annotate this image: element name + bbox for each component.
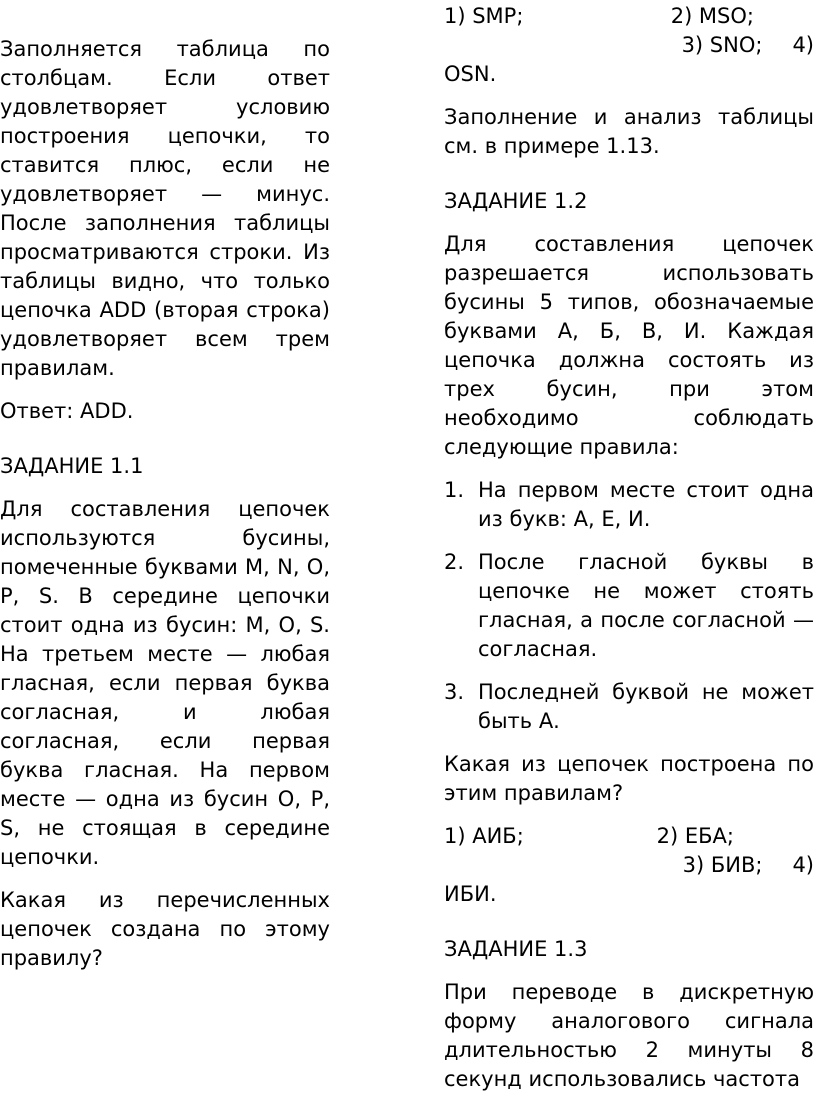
rule-number: 2. bbox=[444, 550, 465, 574]
task-1-1-options-row1 bbox=[444, 2, 814, 31]
task-1-1-title: ЗАДАНИЕ 1.1 bbox=[0, 454, 144, 478]
option-4-continued: ИБИ. bbox=[444, 882, 497, 906]
rule-number: 3. bbox=[444, 680, 465, 704]
option-2: 2) MSO; bbox=[670, 4, 754, 28]
rule-item bbox=[444, 678, 814, 736]
rule-number: 1. bbox=[444, 478, 465, 502]
option-4: 4) bbox=[792, 853, 814, 877]
rule-text: Последней буквой не может быть А. bbox=[478, 680, 814, 733]
reference-paragraph: Заполнение и анализ таблицы см. в примере 1.13. bbox=[444, 105, 814, 158]
task-1-3-body: При переводе в дискретную форму аналогового сигнала длительностью 2 минуты 8 секунд использовались частота bbox=[444, 980, 814, 1091]
rule-item bbox=[444, 548, 814, 664]
task-1-2-rules bbox=[444, 476, 814, 736]
left-column bbox=[0, 0, 330, 973]
answer-line: Ответ: ADD. bbox=[0, 399, 134, 423]
task-1-2-options-row2 bbox=[444, 851, 814, 880]
task-1-2-question: Какая из цепочек построена по этим правилам? bbox=[444, 752, 814, 805]
intro-paragraph: Заполняется таблица по столбцам. Если ответ удовлетворяет условию построения цепочки, то ставится плюс, если не удовлетворяет — минус. После заполнения таблицы просматриваются строки. Из таблицы видно, что только цепочка ADD (вторая строка) удовлетворяет всем трем правилам. bbox=[0, 37, 330, 380]
rule-item bbox=[444, 476, 814, 534]
task-1-1-options-row2 bbox=[444, 31, 814, 60]
option-3: 3) SNO; bbox=[681, 33, 763, 57]
option-2: 2) ЕБА; bbox=[656, 824, 734, 848]
option-4-continued: OSN. bbox=[444, 62, 497, 86]
right-column bbox=[444, 0, 814, 1094]
rule-text: На первом месте стоит одна из букв: А, Е, И. bbox=[478, 478, 814, 531]
option-3: 3) БИВ; bbox=[682, 853, 763, 877]
rule-text: После гласной буквы в цепочке не может стоять гласная, а после согласной — согласная. bbox=[478, 550, 814, 661]
option-4: 4) bbox=[792, 33, 814, 57]
option-1: 1) АИБ; bbox=[444, 824, 524, 848]
task-1-2-options-row1 bbox=[444, 822, 814, 851]
task-1-2-title: ЗАДАНИЕ 1.2 bbox=[444, 189, 588, 213]
task-1-1-body: Для составления цепочек используются бусины, помеченные буквами M, N, O, P, S. В середине цепочки стоит одна из бусин: M, O, S. На третьем месте — любая гласная, если первая буква согласная, и любая согласная, если первая буква гласная. На первом месте — одна из бусин O, P, S, не стоящая в середине цепочки. bbox=[0, 497, 330, 869]
task-1-2-body: Для составления цепочек разрешается использовать бусины 5 типов, обозначаемые буквами А, Б, В, И. Каждая цепочка должна состоять из трех бусин, при этом необходимо соблюдать следующие правила: bbox=[444, 232, 814, 459]
task-1-3-title: ЗАДАНИЕ 1.3 bbox=[444, 937, 588, 961]
option-1: 1) SMP; bbox=[444, 4, 524, 28]
task-1-1-question: Какая из перечисленных цепочек создана по этому правилу? bbox=[0, 888, 330, 970]
